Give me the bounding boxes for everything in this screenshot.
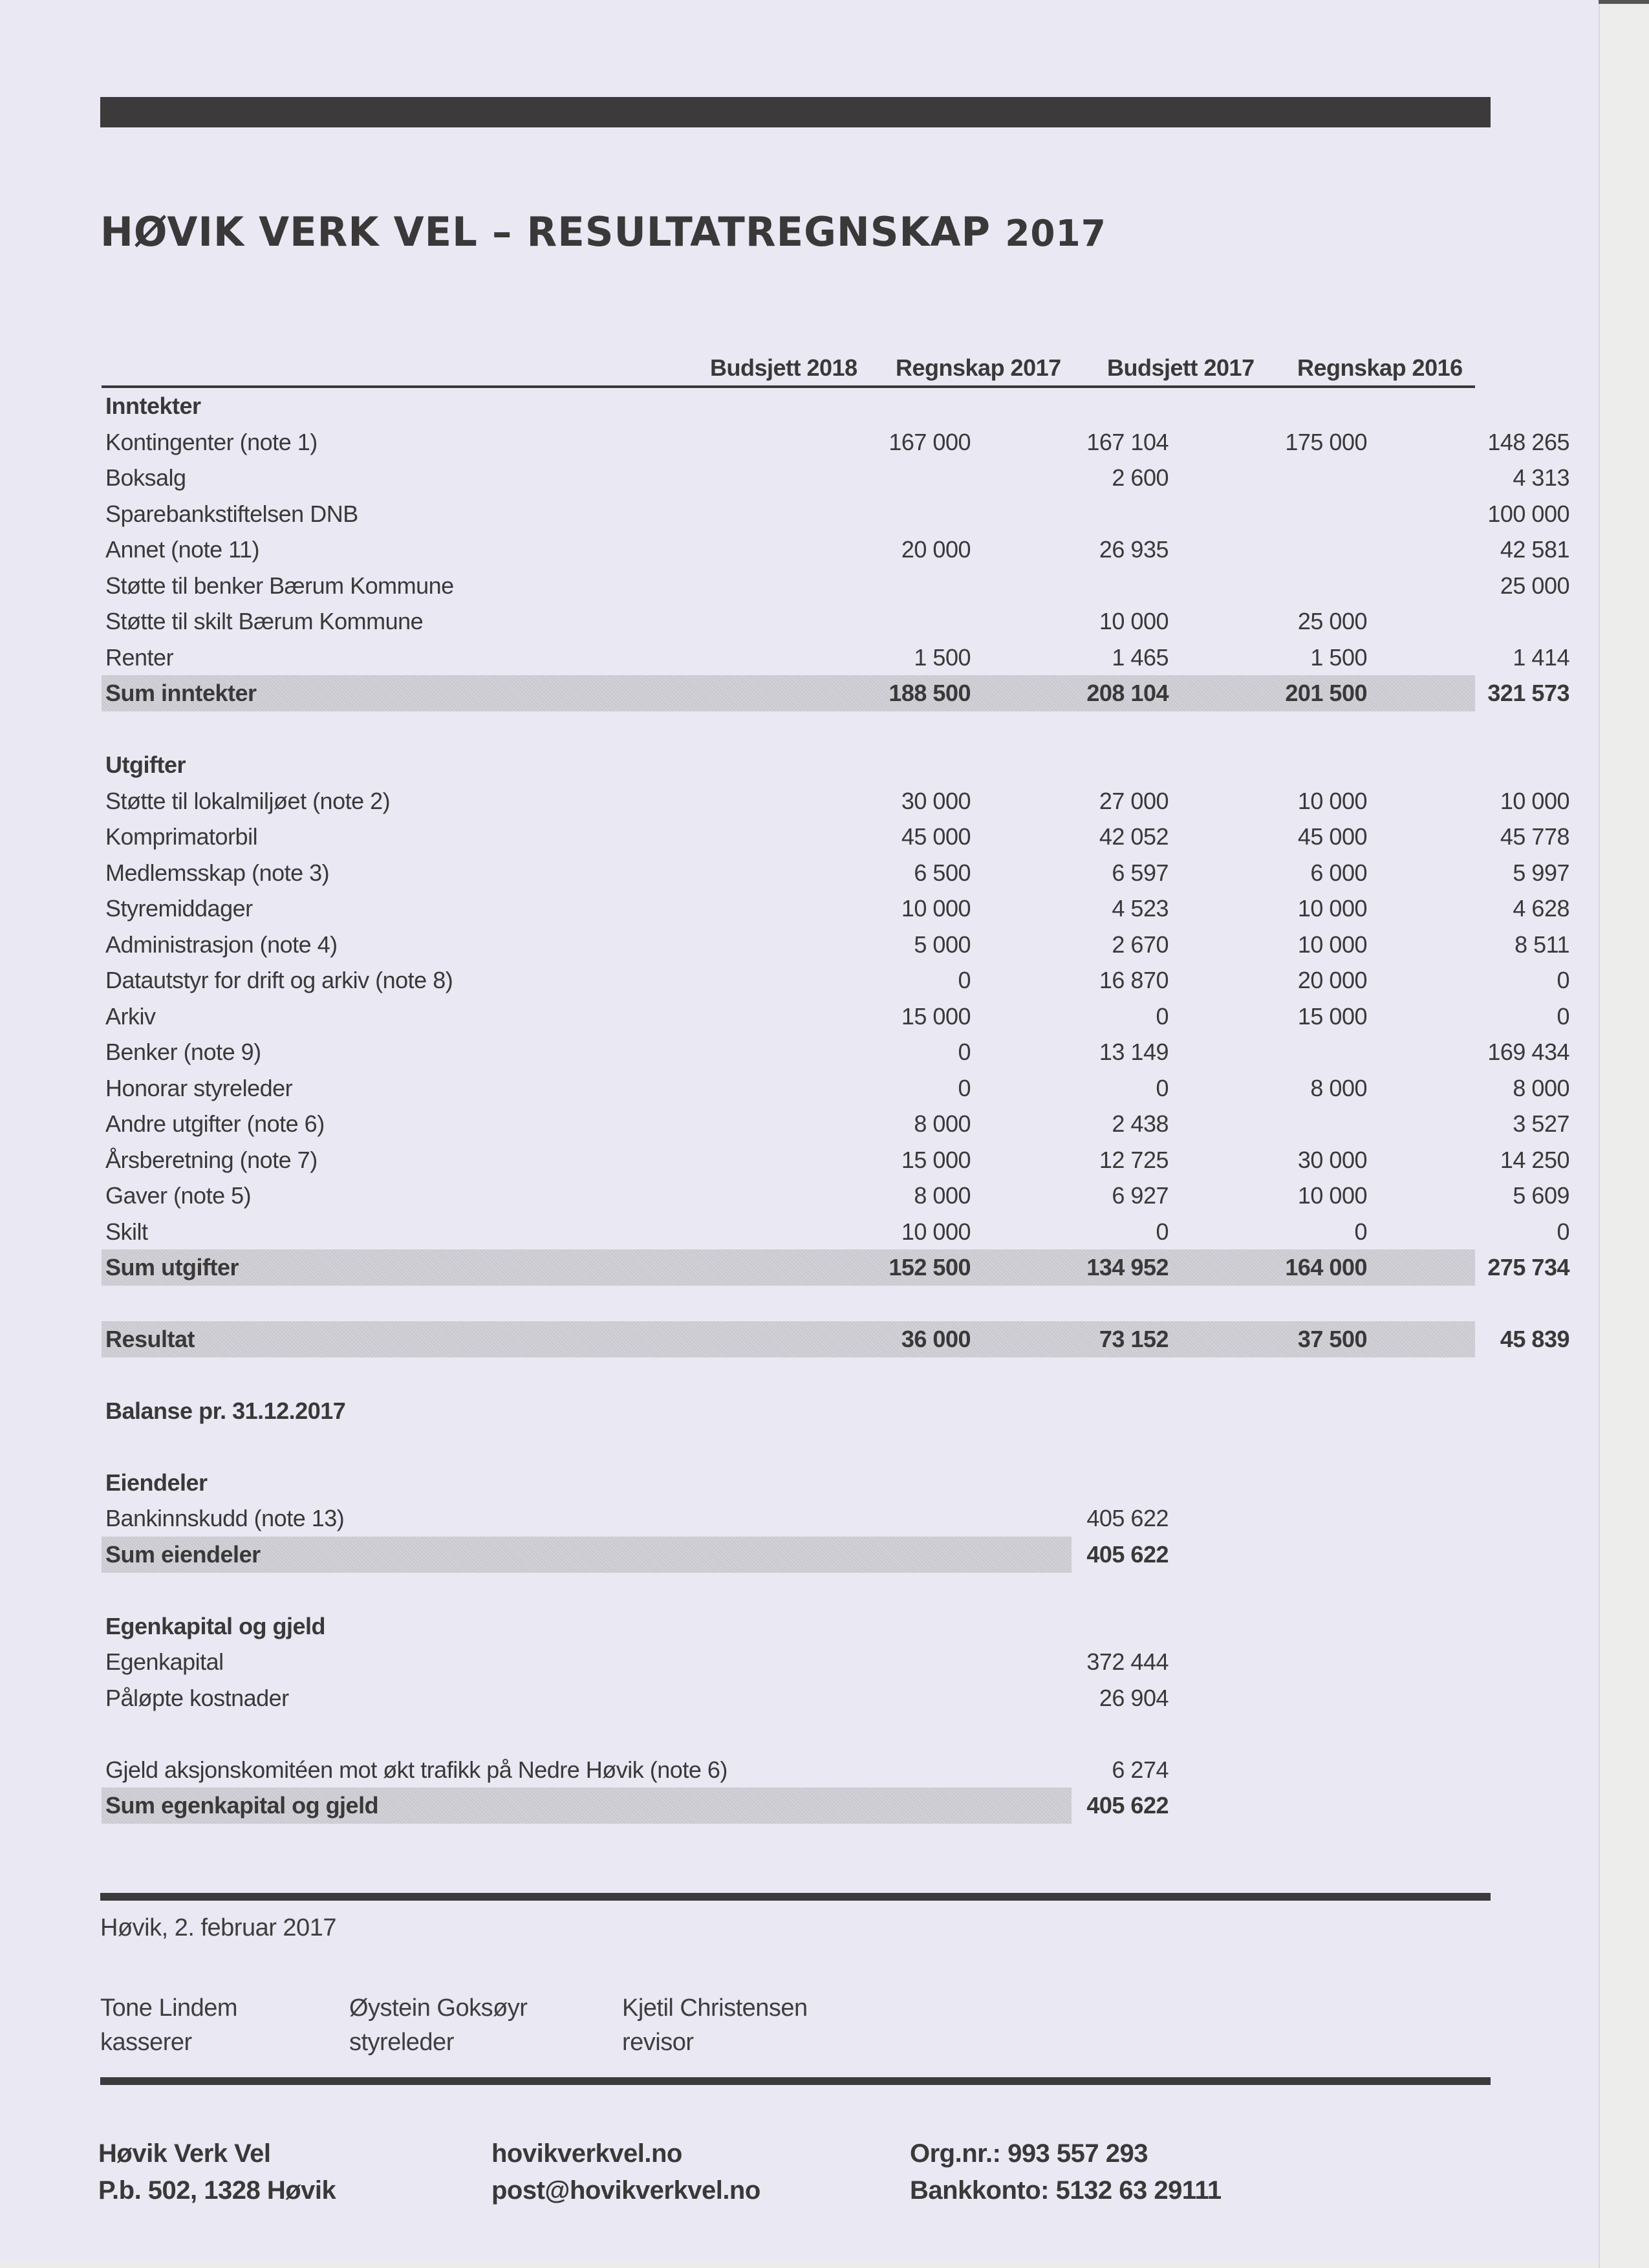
cell-value: 2 438 (1112, 1110, 1169, 1137)
row-label: Sum egenkapital og gjeld (105, 1792, 379, 1819)
cell-value: 45 000 (901, 823, 971, 850)
cell-value: 5 000 (914, 931, 971, 958)
section-heading-label: Utgifter (105, 751, 186, 778)
cell-value: 20 000 (1297, 967, 1367, 993)
cell-value: 0 (958, 1039, 971, 1065)
cell-value: 0 (1557, 1218, 1569, 1245)
signer-name: Øystein Goksøyr (349, 1994, 528, 2022)
signature-divider-bottom (100, 2077, 1491, 2085)
footer-org-number: Org.nr.: 993 557 293 (910, 2139, 1148, 2168)
row-label: Komprimatorbil (105, 823, 258, 850)
cell-value: 27 000 (1099, 788, 1169, 814)
table-row (102, 640, 1569, 676)
signer-role: styreleder (349, 2029, 454, 2056)
cell-value: 4 523 (1112, 895, 1169, 922)
cell-value: 30 000 (901, 788, 971, 814)
table-row (102, 927, 1569, 963)
cell-value: 10 000 (901, 1218, 971, 1245)
cell-value: 45 000 (1297, 823, 1367, 850)
cell-value: 321 573 (1487, 680, 1569, 706)
table-row (102, 496, 1569, 532)
cell-value: 42 581 (1500, 536, 1569, 563)
section-heading-assets (102, 1465, 1072, 1501)
table-row (102, 1752, 1169, 1788)
cell-value: 0 (1156, 1075, 1169, 1101)
cell-value: 73 152 (1099, 1326, 1169, 1352)
row-label: Annet (note 11) (105, 536, 259, 563)
signer-name: Tone Lindem (100, 1994, 238, 2022)
row-label: Sum inntekter (105, 680, 257, 706)
cell-value: 20 000 (901, 536, 971, 563)
cell-value: 8 000 (914, 1182, 971, 1209)
cell-value: 26 904 (1099, 1685, 1169, 1711)
row-label: Boksalg (105, 464, 186, 491)
table-row (102, 1034, 1569, 1070)
col-header-regnskap-2017: Regnskap 2017 (896, 354, 1061, 381)
cell-value: 169 434 (1487, 1039, 1569, 1065)
table-row (102, 1680, 1169, 1716)
cell-value: 2 600 (1112, 464, 1169, 491)
footer-address: P.b. 502, 1328 Høvik (98, 2176, 336, 2205)
cell-value: 1 414 (1513, 644, 1569, 671)
table-row (102, 962, 1569, 999)
cell-value: 10 000 (1099, 608, 1169, 634)
row-label: Arkiv (105, 1003, 156, 1030)
table-row (102, 603, 1475, 640)
section-heading-label: Inntekter (105, 393, 201, 419)
signer-name: Kjetil Christensen (622, 1994, 808, 2022)
cell-value: 45 778 (1500, 823, 1569, 850)
cell-value: 6 927 (1112, 1182, 1169, 1209)
row-label: Egenkapital (105, 1648, 224, 1675)
row-label: Kontingenter (note 1) (105, 429, 318, 455)
cell-value: 405 622 (1086, 1792, 1169, 1819)
cell-value: 0 (1557, 1003, 1569, 1030)
row-label: Skilt (105, 1218, 148, 1245)
table-row (102, 1070, 1569, 1107)
total-row-assets (102, 1537, 1169, 1573)
cell-value: 6 597 (1112, 859, 1169, 886)
table-row (102, 1644, 1169, 1680)
footer-email-link[interactable]: post@hovikverkvel.no (491, 2176, 760, 2205)
cell-value: 0 (958, 967, 971, 993)
cell-value: 100 000 (1487, 501, 1569, 527)
cell-value: 10 000 (901, 895, 971, 922)
footer-org-name: Høvik Verk Vel (98, 2139, 271, 2168)
cell-value: 134 952 (1086, 1254, 1169, 1280)
cell-value: 167 000 (889, 429, 971, 455)
row-label: Bankinnskudd (note 13) (105, 1505, 345, 1531)
row-label: Sum eiendeler (105, 1541, 261, 1568)
cell-value: 167 104 (1086, 429, 1169, 455)
table-row (102, 1214, 1569, 1250)
cell-value: 25 000 (1500, 572, 1569, 599)
cell-value: 10 000 (1297, 1182, 1367, 1209)
footer-bank-account: Bankkonto: 5132 63 29111 (910, 2176, 1222, 2205)
row-label: Gjeld aksjonskomitéen mot økt trafikk på Nedre Høvik (note 6) (105, 1756, 727, 1783)
col-header-budsjett-2017: Budsjett 2017 (1107, 354, 1255, 381)
section-heading-expenses (102, 747, 1475, 783)
section-heading-label: Eiendeler (105, 1469, 208, 1496)
table-row (102, 460, 1569, 496)
table-row (102, 819, 1569, 855)
cell-value: 275 734 (1487, 1254, 1569, 1280)
result-row (102, 1321, 1569, 1357)
cell-value: 152 500 (889, 1254, 971, 1280)
table-row (102, 783, 1569, 819)
cell-value: 3 527 (1513, 1110, 1569, 1137)
table-row (102, 855, 1569, 891)
place-date: Høvik, 2. februar 2017 (100, 1914, 336, 1941)
cell-value: 1 500 (1310, 644, 1367, 671)
row-label: Honorar styreleder (105, 1075, 293, 1101)
cell-value: 8 000 (1513, 1075, 1569, 1101)
row-label: Benker (note 9) (105, 1039, 261, 1065)
cell-value: 13 149 (1099, 1039, 1169, 1065)
cell-value: 148 265 (1487, 429, 1569, 455)
cell-value: 8 000 (914, 1110, 971, 1137)
cell-value: 10 000 (1297, 788, 1367, 814)
row-label: Administrasjon (note 4) (105, 931, 338, 958)
cell-value: 188 500 (889, 680, 971, 706)
row-label: Gaver (note 5) (105, 1182, 252, 1209)
col-header-budsjett-2018: Budsjett 2018 (710, 354, 857, 381)
table-row (102, 1178, 1569, 1214)
cell-value: 208 104 (1086, 680, 1169, 706)
cell-value: 8 000 (1310, 1075, 1367, 1101)
cell-value: 175 000 (1285, 429, 1367, 455)
row-label: Støtte til skilt Bærum Kommune (105, 608, 424, 634)
cell-value: 15 000 (901, 1147, 971, 1173)
cell-value: 6 500 (914, 859, 971, 886)
row-label: Styremiddager (105, 895, 253, 922)
cell-value: 0 (1354, 1218, 1367, 1245)
cell-value: 2 670 (1112, 931, 1169, 958)
row-label: Årsberetning (note 7) (105, 1147, 318, 1173)
row-label: Påløpte kostnader (105, 1685, 289, 1711)
cell-value: 5 609 (1513, 1182, 1569, 1209)
cell-value: 6 000 (1310, 859, 1367, 886)
total-row-income (102, 675, 1569, 711)
row-label: Medlemsskap (note 3) (105, 859, 330, 886)
cell-value: 0 (1156, 1218, 1169, 1245)
cell-value: 42 052 (1099, 823, 1169, 850)
cell-value: 36 000 (901, 1326, 971, 1352)
cell-value: 15 000 (1297, 1003, 1367, 1030)
cell-value: 4 313 (1513, 464, 1569, 491)
table-row (102, 424, 1569, 460)
cell-value: 201 500 (1285, 680, 1367, 706)
cell-value: 1 500 (914, 644, 971, 671)
cell-value: 10 000 (1500, 788, 1569, 814)
row-label: Andre utgifter (note 6) (105, 1110, 325, 1137)
cell-value: 45 839 (1500, 1326, 1569, 1352)
balance-heading (102, 1393, 1072, 1429)
cell-value: 4 628 (1513, 895, 1569, 922)
row-label: Resultat (105, 1326, 195, 1352)
cell-value: 5 997 (1513, 859, 1569, 886)
table-row (102, 891, 1569, 927)
table-row (102, 532, 1569, 568)
section-heading-label: Balanse pr. 31.12.2017 (105, 1398, 346, 1424)
section-heading-label: Egenkapital og gjeld (105, 1613, 326, 1639)
cell-value: 372 444 (1086, 1648, 1169, 1675)
cell-value: 0 (958, 1075, 971, 1101)
section-heading-equity (102, 1608, 1072, 1645)
table-row (102, 568, 1569, 604)
section-heading-income (102, 388, 1475, 424)
total-row-expenses (102, 1249, 1569, 1286)
cell-value: 405 622 (1086, 1505, 1169, 1531)
title-text: HØVIK VERK VEL – RESULTATREGNSKAP (100, 208, 991, 255)
scanner-margin (1599, 0, 1649, 2268)
cell-value: 12 725 (1099, 1147, 1169, 1173)
table-row (102, 1500, 1169, 1537)
cell-value: 10 000 (1297, 895, 1367, 922)
cell-value: 0 (1156, 1003, 1169, 1030)
cell-value: 14 250 (1500, 1147, 1569, 1173)
row-label: Sparebankstiftelsen DNB (105, 501, 358, 527)
cell-value: 25 000 (1297, 608, 1367, 634)
total-row-equity (102, 1787, 1169, 1824)
row-label: Datautstyr for drift og arkiv (note 8) (105, 967, 453, 993)
signature-divider-top (100, 1893, 1491, 1901)
cell-value: 1 465 (1112, 644, 1169, 671)
cell-value: 16 870 (1099, 967, 1169, 993)
cell-value: 15 000 (901, 1003, 971, 1030)
cell-value: 30 000 (1297, 1147, 1367, 1173)
cell-value: 405 622 (1086, 1541, 1169, 1568)
row-label: Sum utgifter (105, 1254, 239, 1280)
cell-value: 10 000 (1297, 931, 1367, 958)
footer-website-link[interactable]: hovikverkvel.no (491, 2139, 682, 2168)
row-label: Støtte til benker Bærum Kommune (105, 572, 454, 599)
signer-role: revisor (622, 2029, 694, 2056)
cell-value: 164 000 (1285, 1254, 1367, 1280)
cell-value: 0 (1557, 967, 1569, 993)
table-row (102, 999, 1569, 1035)
col-header-regnskap-2016: Regnskap 2016 (1297, 354, 1463, 381)
row-label: Støtte til lokalmiljøet (note 2) (105, 788, 391, 814)
top-bar (100, 97, 1491, 127)
page-title (100, 208, 1106, 255)
table-row (102, 1142, 1569, 1178)
scanner-corner-shadow (1599, 0, 1649, 4)
cell-value: 6 274 (1112, 1756, 1169, 1783)
cell-value: 8 511 (1514, 931, 1569, 958)
table-row (102, 1106, 1569, 1142)
title-year: 2017 (1005, 213, 1106, 255)
row-label: Renter (105, 644, 174, 671)
signer-role: kasserer (100, 2029, 192, 2056)
cell-value: 26 935 (1099, 536, 1169, 563)
cell-value: 37 500 (1297, 1326, 1367, 1352)
